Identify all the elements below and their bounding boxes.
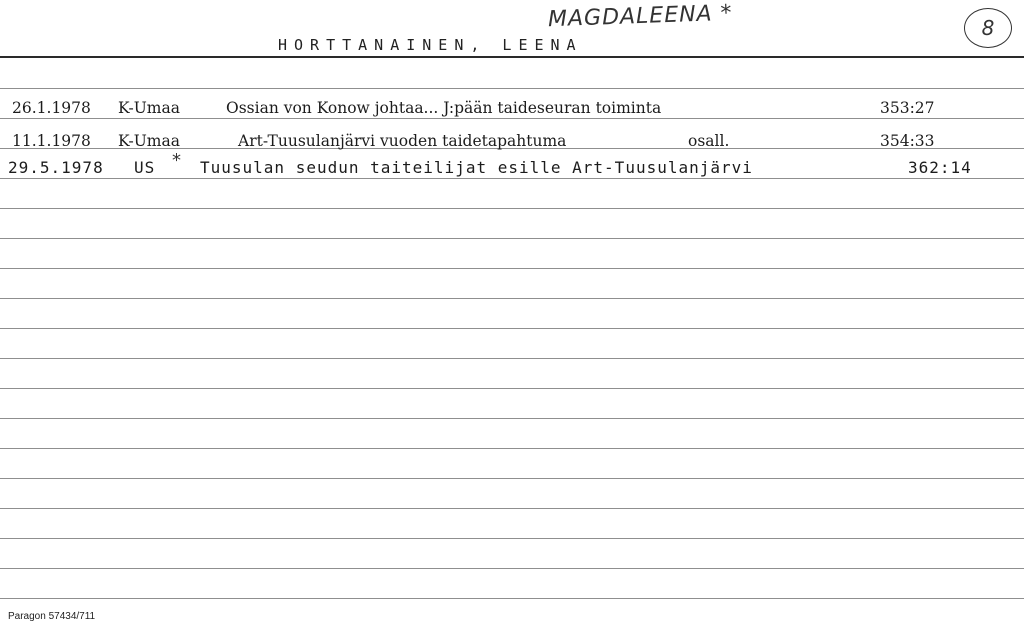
ruled-line: [0, 388, 1024, 389]
ruled-line: [0, 178, 1024, 179]
entry-source: K-Umaa: [118, 99, 180, 117]
ruled-line: [0, 298, 1024, 299]
card-number-circle: 8: [964, 8, 1012, 48]
entry-ref: 353:27: [880, 99, 935, 117]
asterisk-mark-icon: *: [172, 150, 181, 171]
ruled-line: [0, 418, 1024, 419]
ruled-line: [0, 358, 1024, 359]
ruled-line: [0, 478, 1024, 479]
ruled-line: [0, 118, 1024, 119]
ruled-line: [0, 508, 1024, 509]
ruled-line: [0, 448, 1024, 449]
entry-ref: 362:14: [908, 158, 972, 177]
entry-title: Tuusulan seudun taiteilijat esille Art-Tuusulanjärvi: [200, 158, 753, 177]
entry-ref: 354:33: [880, 132, 935, 150]
ruled-line: [0, 568, 1024, 569]
entry-note: osall.: [688, 132, 730, 150]
printer-imprint: Paragon 57434/711: [8, 611, 96, 622]
header-rule: [0, 56, 1024, 58]
entry-source: K-Umaa: [118, 132, 180, 150]
card-name-heading: HORTTANAINEN, LEENA: [278, 36, 583, 54]
ruled-line: [0, 598, 1024, 599]
ruled-line: [0, 208, 1024, 209]
handwritten-annotation: MAGDALEENA *: [547, 0, 734, 33]
ruled-line: [0, 238, 1024, 239]
ruled-line: [0, 88, 1024, 89]
entry-date: 26.1.1978: [12, 99, 91, 117]
ruled-line: [0, 328, 1024, 329]
entry-title: Ossian von Konow johtaa... J:pään taideseuran toiminta: [226, 99, 662, 117]
entry-date: 29.5.1978: [8, 158, 104, 177]
entry-source: US: [134, 158, 156, 177]
entry-date: 11.1.1978: [12, 132, 91, 150]
ruled-line: [0, 268, 1024, 269]
entry-title: Art-Tuusulanjärvi vuoden taidetapahtuma: [238, 132, 567, 150]
ruled-line: [0, 538, 1024, 539]
